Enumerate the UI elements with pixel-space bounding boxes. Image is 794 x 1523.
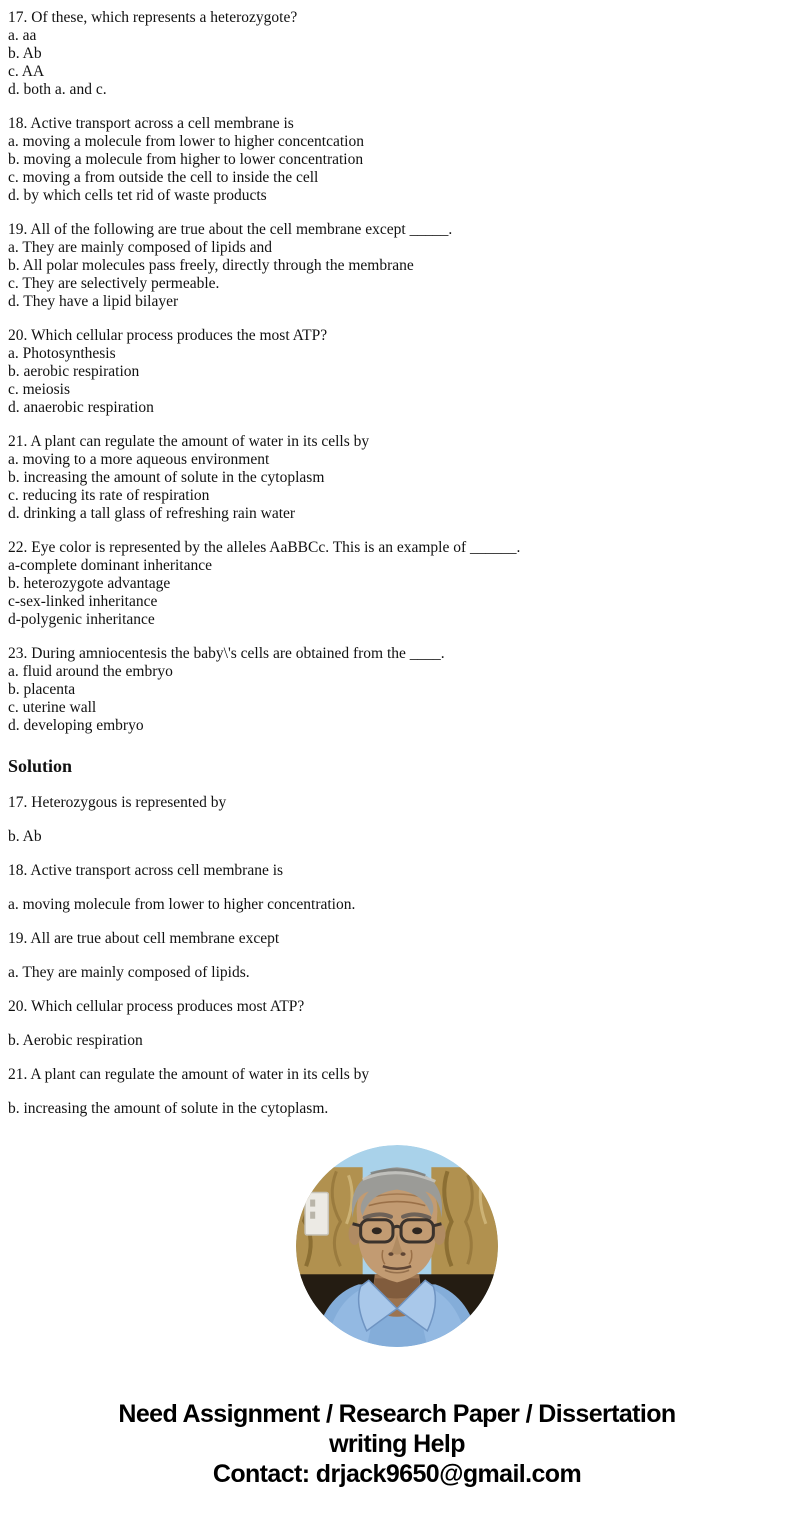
question-option: b. moving a molecule from higher to lower concentration [8, 151, 364, 168]
question-option: d. anaerobic respiration [8, 399, 154, 416]
question-prompt: 20. Which cellular process produces the most ATP? [8, 327, 328, 344]
footer-line-1: Need Assignment / Research Paper / Dissertation [118, 1400, 676, 1428]
question-option: c. AA [8, 63, 45, 80]
question-option: d. drinking a tall glass of refreshing rain water [8, 505, 296, 522]
solution-line: 19. All are true about cell membrane except [8, 930, 280, 947]
question-option: a. moving to a more aqueous environment [8, 451, 270, 468]
question-option: d. by which cells tet rid of waste products [8, 187, 267, 204]
question-option: c. They are selectively permeable. [8, 275, 220, 292]
question-prompt: 17. Of these, which represents a heterozygote? [8, 9, 298, 26]
question-option: c. reducing its rate of respiration [8, 487, 210, 504]
question-18 [8, 115, 786, 205]
question-option: b. aerobic respiration [8, 363, 140, 380]
question-21 [8, 433, 786, 523]
solution-heading: Solution [8, 756, 73, 776]
solution-line: 18. Active transport across cell membrane is [8, 862, 284, 879]
solution-line: b. Aerobic respiration [8, 1032, 143, 1049]
question-option: c. uterine wall [8, 699, 97, 716]
question-prompt: 23. During amniocentesis the baby\'s cells are obtained from the ____. [8, 645, 445, 662]
question-option: a. moving a molecule from lower to higher concentcation [8, 133, 364, 150]
footer-line-3: Contact: drjack9650@gmail.com [212, 1460, 582, 1488]
question-17 [8, 9, 786, 99]
question-option: a. They are mainly composed of lipids and [8, 239, 273, 256]
question-option: c. moving a from outside the cell to inside the cell [8, 169, 319, 186]
question-option: a. fluid around the embryo [8, 663, 173, 680]
question-prompt: 18. Active transport across a cell membrane is [8, 115, 294, 132]
solution-line: b. increasing the amount of solute in the cytoplasm. [8, 1100, 329, 1117]
solution-line: 20. Which cellular process produces most ATP? [8, 998, 305, 1015]
question-option: b. All polar molecules pass freely, directly through the membrane [8, 257, 414, 274]
question-option: a-complete dominant inheritance [8, 557, 212, 574]
footer-banner [0, 1399, 794, 1489]
question-option: a. Photosynthesis [8, 345, 116, 362]
footer-line-2: writing Help [329, 1430, 465, 1458]
question-option: d. They have a lipid bilayer [8, 293, 179, 310]
tutor-photo [296, 1145, 498, 1347]
question-option: d. developing embryo [8, 717, 144, 734]
question-option: c-sex-linked inheritance [8, 593, 158, 610]
question-prompt: 22. Eye color is represented by the alleles AaBBCc. This is an example of ______. [8, 539, 521, 556]
question-option: b. increasing the amount of solute in the cytoplasm [8, 469, 325, 486]
solution-line: 17. Heterozygous is represented by [8, 794, 227, 811]
question-19 [8, 221, 786, 311]
question-prompt: 21. A plant can regulate the amount of water in its cells by [8, 433, 370, 450]
solution-line: 21. A plant can regulate the amount of water in its cells by [8, 1066, 370, 1083]
photo-switch-plate [305, 1192, 328, 1234]
question-22 [8, 539, 786, 629]
question-option: d-polygenic inheritance [8, 611, 155, 628]
solution-line: a. They are mainly composed of lipids. [8, 964, 250, 981]
question-option: b. Ab [8, 45, 42, 62]
solution-line: b. Ab [8, 828, 42, 845]
question-option: b. heterozygote advantage [8, 575, 171, 592]
question-prompt: 19. All of the following are true about the cell membrane except _____. [8, 221, 453, 238]
question-option: a. aa [8, 27, 37, 44]
question-option: d. both a. and c. [8, 81, 107, 98]
question-option: c. meiosis [8, 381, 70, 398]
tutor-photo-illustration [296, 1145, 498, 1347]
question-23 [8, 645, 786, 735]
solution-line: a. moving molecule from lower to higher concentration. [8, 896, 356, 913]
question-option: b. placenta [8, 681, 76, 698]
question-20 [8, 327, 786, 417]
